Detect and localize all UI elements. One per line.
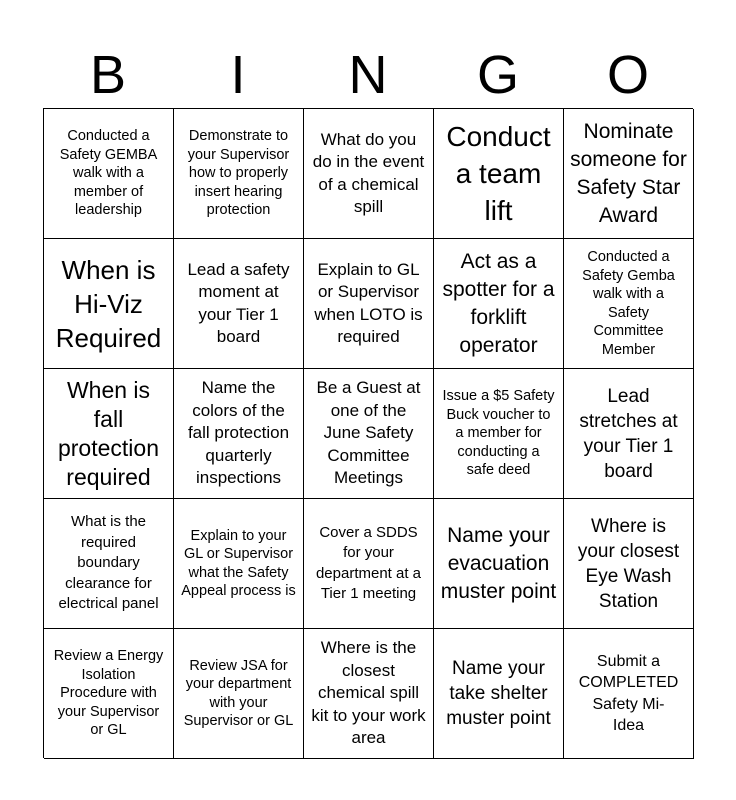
bingo-cell-r1-c5[interactable] [564, 109, 694, 239]
bingo-cell-r5-c5[interactable] [564, 629, 694, 759]
header-letter-b: B [89, 45, 127, 105]
bingo-board [43, 108, 693, 758]
cell-text: Name your take shelter muster point [446, 658, 551, 729]
cell-text: When is Hi-Viz Required [55, 254, 162, 353]
header-letter-n: N [348, 45, 388, 105]
cell-text: Review a Energy Isolation Procedure with your Supervisor or GL [53, 648, 164, 739]
cell-text: Conducted a Safety Gemba walk with a Safety Committee Member [582, 249, 675, 358]
header-letter-g: G [476, 45, 519, 105]
cell-text: Nominate someone for Safety Star Award [570, 119, 687, 227]
bingo-cell-r5-c1[interactable] [44, 629, 174, 759]
cell-text: Review JSA for your department with your Supervisor or GL [183, 657, 294, 729]
bingo-cell-r5-c4[interactable] [434, 629, 564, 759]
cell-text: Cover a SDDS for your department at a Tier 1 meeting [315, 523, 422, 602]
cell-text: Be a Guest at one of the June Safety Committee Meetings [316, 378, 421, 488]
bingo-cell-r2-c3[interactable] [304, 239, 434, 369]
bingo-cell-r5-c3[interactable] [304, 629, 434, 759]
bingo-cell-r2-c2[interactable] [174, 239, 304, 369]
bingo-cell-r4-c4[interactable] [434, 499, 564, 629]
cell-text: Conduct a team lift [446, 121, 551, 226]
bingo-cell-r3-c2[interactable] [174, 369, 304, 499]
bingo-cell-r2-c4[interactable] [434, 239, 564, 369]
bingo-cell-r3-c3[interactable] [304, 369, 434, 499]
header-letter-i: I [230, 45, 246, 105]
bingo-cell-r1-c2[interactable] [174, 109, 304, 239]
cell-text: Lead stretches at your Tier 1 board [579, 385, 678, 482]
cell-text: Act as a spotter for a forklift operator [442, 249, 555, 357]
bingo-cell-r4-c2[interactable] [174, 499, 304, 629]
bingo-cell-r4-c1[interactable] [44, 499, 174, 629]
cell-text: Issue a $5 Safety Buck voucher to a member for conducting a safe deed [442, 388, 555, 479]
bingo-cell-r3-c4[interactable] [434, 369, 564, 499]
cell-text: What do you do in the event of a chemical spill [312, 129, 425, 216]
bingo-cell-r1-c1[interactable] [44, 109, 174, 239]
bingo-cell-r4-c3[interactable] [304, 499, 434, 629]
bingo-cell-r3-c5[interactable] [564, 369, 694, 499]
bingo-cell-r5-c2[interactable] [174, 629, 304, 759]
cell-text: Name the colors of the fall protection quarterly inspections [187, 378, 290, 488]
bingo-cell-r3-c1[interactable] [44, 369, 174, 499]
cell-text: Lead a safety moment at your Tier 1 board [187, 259, 290, 346]
bingo-cell-r2-c5[interactable] [564, 239, 694, 369]
bingo-cell-r2-c1[interactable] [44, 239, 174, 369]
cell-text: Explain to GL or Supervisor when LOTO is required [314, 259, 423, 346]
cell-text: Submit a COMPLETED Safety Mi-Idea [578, 652, 679, 734]
cell-text: Where is your closest Eye Wash Station [577, 515, 680, 612]
cell-text: Where is the closest chemical spill kit to your work area [311, 638, 426, 748]
cell-text: What is the required boundary clearance for electrical panel [58, 513, 159, 613]
header-letter-o: O [606, 45, 649, 105]
cell-text: Name your evacuation muster point [440, 523, 557, 603]
bingo-cell-r4-c5[interactable] [564, 499, 694, 629]
cell-text: Conducted a Safety GEMBA walk with a member of leadership [59, 128, 158, 219]
bingo-header [43, 42, 693, 108]
bingo-cell-r1-c3[interactable] [304, 109, 434, 239]
cell-text: When is fall protection required [57, 376, 159, 490]
cell-text: Demonstrate to your Supervisor how to properly insert hearing protection [187, 128, 290, 219]
bingo-cell-r1-c4[interactable] [434, 109, 564, 239]
cell-text: Explain to your GL or Supervisor what the Safety Appeal process is [181, 527, 296, 599]
